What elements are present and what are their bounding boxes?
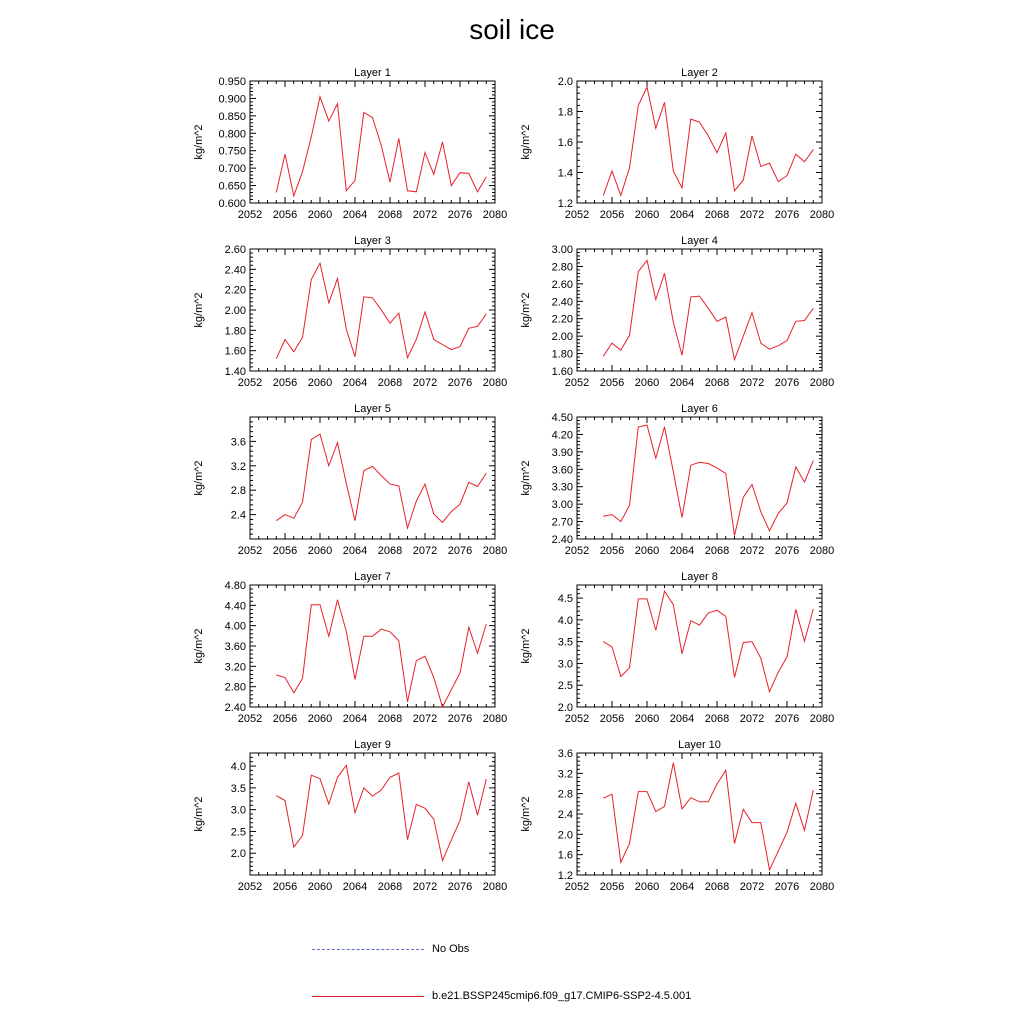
y-axis-label: kg/m^2 [193, 460, 205, 496]
y-tick-label: 3.5 [230, 782, 246, 795]
x-tick-label: 2052 [237, 881, 263, 893]
x-tick-label: 2080 [809, 377, 835, 389]
y-tick-label: 2.0 [557, 829, 573, 842]
x-tick-label: 2052 [564, 377, 590, 389]
legend-entry-no-obs [312, 941, 469, 957]
y-axis-label: kg/m^2 [193, 796, 205, 832]
x-tick-label: 2072 [412, 713, 438, 725]
y-tick-label: 0.750 [218, 145, 246, 158]
y-tick-label: 2.40 [551, 534, 573, 546]
y-tick-label: 2.80 [551, 261, 573, 274]
y-tick-label: 4.5 [557, 593, 573, 606]
x-tick-label: 2080 [809, 545, 835, 557]
y-axis-label: kg/m^2 [193, 292, 205, 328]
y-tick-label: 3.0 [557, 658, 573, 671]
x-tick-label: 2068 [704, 713, 730, 725]
chart-title: Layer 5 [354, 403, 391, 415]
y-tick-label: 2.60 [224, 244, 246, 256]
x-tick-label: 2064 [669, 713, 695, 725]
series-line [276, 434, 486, 528]
y-tick-label: 2.00 [551, 331, 573, 344]
x-tick-label: 2056 [272, 377, 298, 389]
chart-title: Layer 10 [678, 739, 721, 751]
x-tick-label: 2072 [739, 209, 765, 221]
y-tick-label: 4.50 [551, 412, 573, 424]
y-tick-label: 1.40 [224, 366, 246, 378]
x-tick-label: 2064 [342, 881, 368, 893]
y-tick-label: 1.60 [224, 345, 246, 358]
y-tick-label: 0.900 [218, 93, 246, 106]
x-tick-label: 2052 [564, 209, 590, 221]
y-tick-label: 3.90 [551, 446, 573, 459]
chart-title: Layer 1 [354, 67, 391, 79]
y-tick-label: 3.2 [557, 768, 573, 781]
y-tick-label: 1.60 [551, 366, 573, 378]
legend-label-no-obs: No Obs [432, 943, 470, 955]
x-tick-label: 2080 [482, 881, 508, 893]
chart-title: Layer 6 [681, 403, 718, 415]
x-tick-label: 2052 [237, 209, 263, 221]
y-tick-label: 2.60 [551, 278, 573, 291]
x-tick-label: 2064 [342, 209, 368, 221]
plot-frame [250, 81, 495, 203]
y-tick-label: 3.6 [230, 436, 246, 449]
x-tick-label: 2064 [342, 545, 368, 557]
y-axis-label: kg/m^2 [520, 460, 532, 496]
x-tick-label: 2068 [377, 545, 403, 557]
y-tick-label: 3.2 [230, 460, 246, 473]
y-tick-label: 3.60 [551, 464, 573, 477]
y-tick-label: 0.800 [218, 128, 246, 141]
y-tick-label: 2.8 [557, 788, 573, 801]
x-tick-label: 2060 [634, 209, 660, 221]
x-tick-label: 2072 [739, 377, 765, 389]
y-tick-label: 1.2 [557, 198, 573, 210]
x-tick-label: 2064 [342, 377, 368, 389]
x-tick-label: 2072 [739, 545, 765, 557]
x-tick-label: 2052 [564, 881, 590, 893]
y-tick-label: 4.20 [551, 429, 573, 442]
x-tick-label: 2080 [482, 713, 508, 725]
x-tick-label: 2064 [669, 545, 695, 557]
y-tick-label: 2.20 [224, 284, 246, 297]
plot-frame [250, 753, 495, 875]
y-tick-label: 2.8 [230, 485, 246, 498]
x-tick-label: 2076 [447, 209, 473, 221]
x-tick-label: 2068 [377, 209, 403, 221]
y-tick-label: 2.00 [224, 305, 246, 317]
x-tick-label: 2076 [447, 377, 473, 389]
x-tick-label: 2076 [447, 713, 473, 725]
series-line [603, 763, 813, 870]
y-tick-label: 2.0 [557, 76, 573, 88]
y-tick-label: 3.6 [557, 748, 573, 760]
x-tick-label: 2060 [307, 545, 333, 557]
x-tick-label: 2064 [342, 713, 368, 725]
plot-frame [577, 81, 822, 203]
x-tick-label: 2064 [669, 881, 695, 893]
y-axis-label: kg/m^2 [520, 292, 532, 328]
y-tick-label: 1.8 [557, 106, 573, 119]
y-tick-label: 0.950 [218, 76, 246, 88]
series-line [603, 425, 813, 535]
y-tick-label: 4.80 [224, 580, 246, 592]
x-tick-label: 2056 [599, 209, 625, 221]
chart-title: Layer 3 [354, 235, 391, 247]
x-tick-label: 2072 [739, 713, 765, 725]
page-title: soil ice [469, 14, 555, 45]
y-axis-label: kg/m^2 [520, 124, 532, 160]
y-tick-label: 3.0 [230, 804, 246, 817]
x-tick-label: 2076 [447, 545, 473, 557]
chart-layer-2 [520, 67, 834, 221]
x-tick-label: 2064 [669, 377, 695, 389]
x-tick-label: 2060 [634, 545, 660, 557]
y-tick-label: 3.00 [551, 244, 573, 256]
x-tick-label: 2072 [412, 209, 438, 221]
y-tick-label: 0.650 [218, 180, 246, 193]
y-tick-label: 0.700 [218, 163, 246, 176]
x-tick-label: 2072 [412, 377, 438, 389]
x-tick-label: 2052 [237, 713, 263, 725]
plot-frame [250, 249, 495, 371]
series-line [603, 260, 813, 359]
x-tick-label: 2080 [482, 377, 508, 389]
chart-layer-1 [193, 67, 507, 221]
x-tick-label: 2076 [774, 881, 800, 893]
x-tick-label: 2056 [599, 713, 625, 725]
series-line [603, 87, 813, 195]
chart-layer-4 [520, 235, 834, 389]
y-axis-label: kg/m^2 [520, 796, 532, 832]
plot-frame [577, 753, 822, 875]
y-axis-label: kg/m^2 [520, 628, 532, 664]
x-tick-label: 2076 [774, 545, 800, 557]
y-tick-label: 3.30 [551, 481, 573, 494]
plot-frame [577, 585, 822, 707]
x-tick-label: 2076 [774, 377, 800, 389]
y-tick-label: 2.20 [551, 313, 573, 326]
x-tick-label: 2068 [377, 377, 403, 389]
chart-layer-7 [193, 571, 507, 725]
chart-layer-9 [193, 739, 507, 893]
y-tick-label: 3.60 [224, 641, 246, 653]
x-tick-label: 2068 [377, 881, 403, 893]
x-tick-label: 2068 [704, 377, 730, 389]
y-tick-label: 1.2 [557, 870, 573, 882]
plot-frame [250, 585, 495, 707]
x-tick-label: 2068 [377, 713, 403, 725]
x-tick-label: 2056 [272, 713, 298, 725]
x-tick-label: 2072 [739, 881, 765, 893]
series-line [603, 591, 813, 692]
x-tick-label: 2056 [272, 881, 298, 893]
legend-swatch-dashed [312, 949, 424, 950]
chart-title: Layer 9 [354, 739, 391, 751]
y-tick-label: 2.0 [557, 702, 573, 714]
x-tick-label: 2052 [564, 545, 590, 557]
series-line [276, 263, 486, 359]
x-tick-label: 2060 [634, 881, 660, 893]
y-tick-label: 2.70 [551, 516, 573, 529]
y-tick-label: 4.0 [557, 614, 573, 627]
y-tick-label: 1.6 [557, 849, 573, 862]
y-tick-label: 4.00 [224, 620, 246, 633]
x-tick-label: 2052 [237, 545, 263, 557]
chart-title: Layer 7 [354, 571, 391, 583]
x-tick-label: 2080 [482, 545, 508, 557]
x-tick-label: 2060 [634, 713, 660, 725]
y-tick-label: 2.5 [557, 680, 573, 693]
y-tick-label: 3.5 [557, 636, 573, 649]
x-tick-label: 2060 [634, 377, 660, 389]
y-axis-label: kg/m^2 [193, 628, 205, 664]
y-tick-label: 4.0 [230, 761, 246, 774]
x-tick-label: 2076 [447, 881, 473, 893]
x-tick-label: 2080 [809, 209, 835, 221]
y-tick-label: 2.5 [230, 826, 246, 839]
series-line [276, 765, 486, 860]
x-tick-label: 2060 [307, 377, 333, 389]
y-tick-label: 2.80 [224, 681, 246, 694]
legend-entry-model-run [312, 988, 691, 1004]
y-tick-label: 1.80 [551, 348, 573, 361]
chart-layer-5 [193, 403, 507, 557]
y-tick-label: 1.4 [557, 167, 573, 180]
x-tick-label: 2072 [412, 881, 438, 893]
y-tick-label: 2.40 [224, 702, 246, 714]
series-line [276, 600, 486, 707]
y-tick-label: 2.40 [224, 264, 246, 277]
x-tick-label: 2056 [599, 881, 625, 893]
y-tick-label: 2.4 [557, 809, 573, 821]
x-tick-label: 2056 [599, 545, 625, 557]
x-tick-label: 2068 [704, 881, 730, 893]
x-tick-label: 2068 [704, 209, 730, 221]
y-tick-label: 4.40 [224, 600, 246, 613]
chart-title: Layer 8 [681, 571, 718, 583]
x-tick-label: 2056 [272, 209, 298, 221]
x-tick-label: 2076 [774, 713, 800, 725]
x-tick-label: 2076 [774, 209, 800, 221]
x-tick-label: 2052 [564, 713, 590, 725]
y-tick-label: 2.4 [230, 509, 246, 522]
y-tick-label: 0.600 [218, 198, 246, 210]
plot-frame [577, 417, 822, 539]
chart-layer-8 [520, 571, 834, 725]
plot-frame [577, 249, 822, 371]
chart-title: Layer 2 [681, 67, 718, 79]
y-tick-label: 2.0 [230, 848, 246, 861]
y-tick-label: 1.6 [557, 137, 573, 149]
x-tick-label: 2080 [809, 881, 835, 893]
y-tick-label: 0.850 [218, 110, 246, 123]
x-tick-label: 2080 [482, 209, 508, 221]
x-tick-label: 2052 [237, 377, 263, 389]
series-line [276, 97, 486, 196]
x-tick-label: 2060 [307, 881, 333, 893]
y-tick-label: 3.00 [551, 499, 573, 512]
x-tick-label: 2064 [669, 209, 695, 221]
chart-layer-3 [193, 235, 507, 389]
x-tick-label: 2060 [307, 713, 333, 725]
y-tick-label: 3.20 [224, 661, 246, 674]
x-tick-label: 2080 [809, 713, 835, 725]
x-tick-label: 2056 [272, 545, 298, 557]
y-tick-label: 1.80 [224, 325, 246, 338]
legend-swatch-solid [312, 996, 424, 997]
y-axis-label: kg/m^2 [193, 124, 205, 160]
x-tick-label: 2072 [412, 545, 438, 557]
y-tick-label: 2.40 [551, 296, 573, 309]
chart-layer-6 [520, 403, 834, 557]
chart-layer-10 [520, 739, 834, 893]
legend-label-model-run: b.e21.BSSP245cmip6.f09_g17.CMIP6-SSP2-4.5.001 [432, 990, 692, 1002]
x-tick-label: 2056 [599, 377, 625, 389]
x-tick-label: 2068 [704, 545, 730, 557]
plot-frame [250, 417, 495, 539]
chart-title: Layer 4 [681, 235, 718, 247]
x-tick-label: 2060 [307, 209, 333, 221]
